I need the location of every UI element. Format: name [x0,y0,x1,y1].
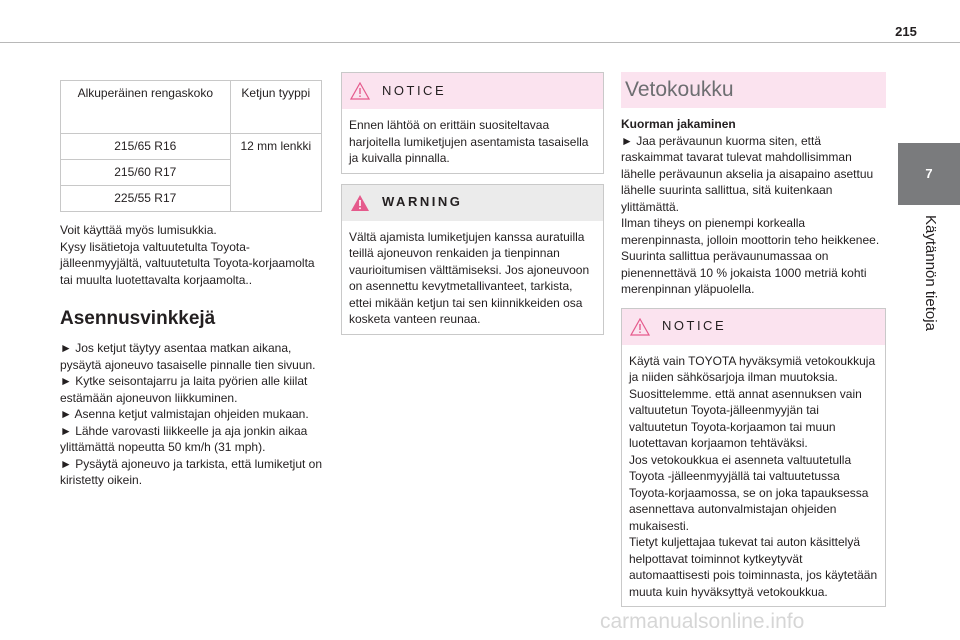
page-number: 215 [895,24,917,39]
table-cell-size: 225/55 R17 [61,186,231,212]
notice-box [341,72,604,174]
section-heading-towbar: Vetokoukku [625,78,734,101]
warning-text: Vältä ajamista lumiketjujen kanssa auratuilla teillä ajoneuvon renkaiden ja tienpinnan vaurioitumisen välttämiseksi. Jos ajoneuvoon on asennettu kevytmetallivanteet, tarkista, ettei mikään ketjun tai sen kiinnikkeiden osa kosketa vanteen reunaa. [349,229,590,326]
list-item: ► Pysäytä ajoneuvo ja tarkista, että lumiketjut on kiristetty oikein. [60,456,323,487]
notice-header [622,309,885,345]
table-cell-size: 215/65 R16 [61,134,231,160]
snow-socks-note: Voit käyttää myös lumisukkia. Kysy lisätietoja valtuutetulta Toyota-jälleenmyyjältä, valtuutetulta Toyota-korjaamolta tai muulta luotettavalta korjaamolta.. [60,223,315,287]
column-left [60,80,322,489]
tire-chain-table [60,80,322,212]
column-middle [341,72,604,345]
table-row [61,134,322,160]
table-cell-size: 215/60 R17 [61,160,231,186]
column-right [621,72,886,617]
warning-triangle-icon [630,318,650,336]
chapter-tab[interactable]: 7 [898,143,960,205]
table-header-row [61,81,322,134]
table-cell-chain: 12 mm lenkki [230,134,321,212]
watermark: carmanualsonline.info [600,610,805,633]
table-header-chain: Ketjun tyyppi [230,81,321,134]
warning-box [341,184,604,335]
notice-box-towbar [621,308,886,608]
list-item: ► Lähde varovasti liikkeelle ja aja jonkin aikaa ylittämättä nopeutta 50 km/h (31 mph). [60,423,308,454]
warning-title: WARNING [382,194,463,210]
section-heading-installation: Asennusvinkkejä [60,308,216,329]
notice-title: NOTICE [662,318,727,334]
chapter-title-text: Käytännön tietoja [922,215,939,331]
chapter-title [898,215,960,355]
notice-header [342,73,603,109]
section-heading-bar [621,72,886,108]
notice-text: Käytä vain TOYOTA hyväksymiä vetokoukkuja ja niiden sähkösarjoja ilman muutoksia. Suosittelemme. että annat asennuksen vain valtuutetun Toyota-jälleenmyyjän tai valtuutetun Toyota-korjaamon tai muun luotettavan korjaamon tehtäväksi. Jos vetokoukkua ei asenneta valtuutetulla Toyota -jälleenmyyjällä tai valtuutetussa Toyota-korjaamossa, se on joka tapauksessa asennettava autonvalmistajan ohjeiden mukaisesti. Tietyt kuljettajaa tukevat tai auton käsittelyä helpottavat toiminnot kytkeytyvät automaattisesti pois toiminnasta, jos käytetään muuta kuin hyväksyttyä vetokoukkua. [629,353,878,599]
table-header-size: Alkuperäinen rengaskoko [61,81,231,134]
installation-steps [60,340,322,489]
list-item: ► Asenna ketjut valmistajan ohjeiden mukaan. [60,407,309,421]
warning-triangle-icon [350,82,370,100]
warning-filled-icon [350,194,370,212]
warning-header [342,185,603,221]
list-item: ► Kytke seisontajarru ja laita pyörien alle kiilat estämään ajoneuvon liikkuminen. [60,374,308,405]
header-divider [0,42,960,43]
load-distribution-text: ► Jaa perävaunun kuorma siten, että raskaimmat tavarat tulevat mahdollisimman lähelle perävaunun akselia ja aisapaino asettuu lähelle suurinta sallittua, sitä kuitenkaan ylittämättä. Ilman tiheys on pienempi korkealla merenpinnasta, jolloin moottorin teho heikkenee. Suurinta sallittua perävaunumassaa on pienennettävä 10 % jokaista 1000 metriä kohti merenpinnan yläpuolella. [621,133,880,296]
notice-text: Ennen lähtöä on erittäin suositeltavaa harjoitella lumiketjujen asentamista tasaisella ja kuivalla pinnalla. [349,118,589,165]
subheading-load-distribution: Kuorman jakaminen [621,117,736,131]
list-item: ► Jos ketjut täytyy asentaa matkan aikana, pysäytä ajoneuvo tasaiselle pinnalle tien sivuun. [60,341,316,372]
notice-title: NOTICE [382,82,447,98]
